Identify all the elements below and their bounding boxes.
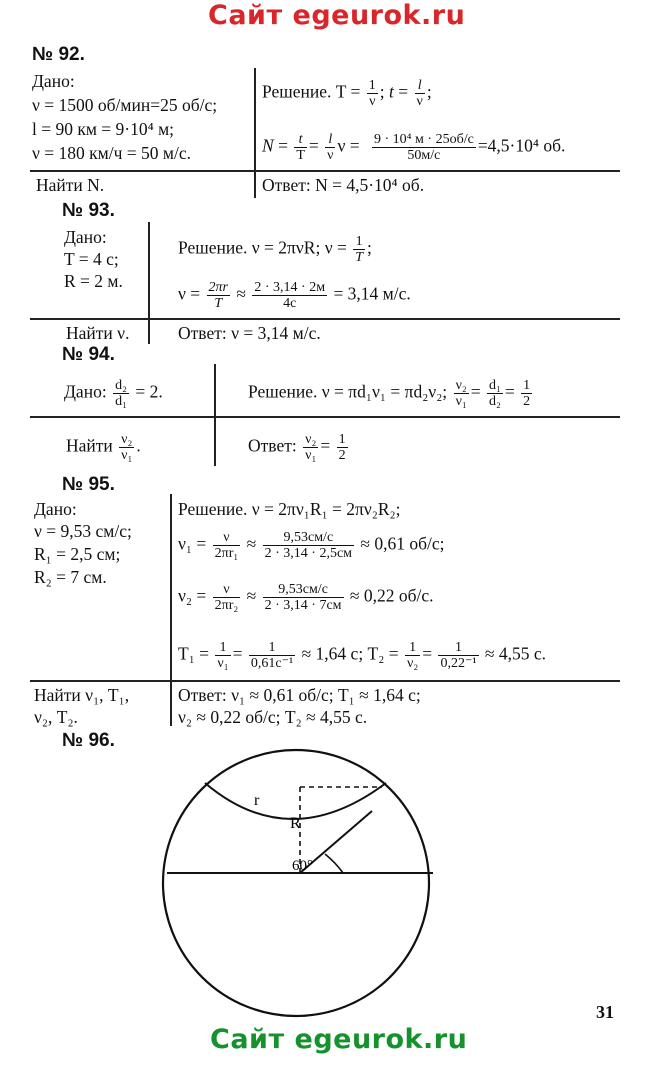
label-R: R [290, 815, 301, 832]
problem-93-solution-2: ν = $\frac{2\pi r}{T}$ ≈ $\frac{2 \cdot 3,14 \cdot 2м}{4с}$ = 3,14 м/с. [178, 280, 411, 311]
problem-92-given-line: ν = 180 км/ч = 50 м/с. [32, 143, 191, 163]
site-watermark-footer: Сайт egeurok.ru [210, 1024, 468, 1055]
problem-92-find: Найти N. [36, 175, 105, 195]
problem-92-solution-2: N = $\frac{t}{T}$ = $\frac{l}{\nu}$ ν = $\frac{\text{9 · 10⁴ м · 25об/с}}{50м/с}$ =4,5·10⁴ об. [262, 132, 566, 163]
problem-93-answer: Ответ: ν = 3,14 м/с. [178, 323, 321, 343]
problem-95-solution-v1: ν₁ = $\frac{\nu}{\text{2πr₁}}$ ≈ $\frac{9,53см/с}{2 \cdot 3,14 \cdot 2,5см}$ ≈ 0,61 об/с; [178, 530, 445, 561]
problem-93-given-line: R = 2 м. [64, 271, 123, 291]
problem-95-given-line: ν = 9,53 см/с; [34, 521, 132, 541]
problem-92-given-line: ν = 1500 об/мин=25 об/с; [32, 95, 218, 115]
angle-arc [325, 854, 343, 873]
problem-95-solution-periods: T₁ = $\frac{1}{\text{ν₁}}$ = $\frac{1}{\text{0,61с⁻¹}}$ ≈ 1,64 с; T₂ = $\frac{1}{\text{ν₂}}$ = $\frac{1}{\text{0,22⁻¹}}$ ≈ 4,55 с. [178, 640, 547, 671]
problem-94-find: Найти $\frac{\text{ν₂}}{\text{ν₁}}$ . [66, 432, 141, 463]
problem-93-given-label: Дано: [64, 227, 107, 247]
problem-95-solution-1: Решение. ν = 2πν₁R₁ = 2πν₂R₂; [178, 499, 401, 519]
big-circle [163, 750, 429, 1016]
problem-92-number: № 92. [32, 44, 85, 65]
problem-92-given-label: Дано: [32, 71, 75, 91]
problem-95-find-line: ν₂, T₂. [34, 707, 78, 727]
label-angle: 60° [292, 858, 313, 874]
problem-94-separator [30, 416, 620, 418]
problem-95-divider [170, 494, 172, 726]
problem-93-number: № 93. [62, 200, 115, 221]
problem-95-given-line: R₂ = 7 см. [34, 567, 107, 587]
problem-95-find-line: Найти ν₁, T₁, [34, 685, 130, 705]
problem-95-solution-v2: ν₂ = $\frac{\nu}{\text{2πr₂}}$ ≈ $\frac{9,53см/с}{2 \cdot 3,14 \cdot 7см}$ ≈ 0,22 об/с. [178, 582, 434, 613]
page-number: 31 [596, 1002, 614, 1022]
problem-94-divider [214, 364, 216, 466]
label-r: r [254, 792, 260, 809]
problem-95-number: № 95. [62, 474, 115, 495]
problem-95-answer-line: ν₂ ≈ 0,22 об/с; T₂ ≈ 4,55 с. [178, 707, 368, 727]
problem-92-given-line: l = 90 км = 9·10⁴ м; [32, 119, 175, 139]
problem-93-separator [30, 318, 620, 320]
problem-92-answer: Ответ: N = 4,5·10⁴ об. [262, 175, 425, 195]
problem-94-solution: Решение. ν = πd₁ν₁ = πd₂ν₂; $\frac{\text{ν₂}}{\text{ν₁}}$ = $\frac{\text{d₁}}{\text{d₂}}$ = $\frac{1}{2}$ [248, 378, 531, 409]
problem-96-number: № 96. [62, 730, 115, 751]
problem-92-solution-1: Решение. T = $\frac{1}{\nu}$ ; t = $\frac{l}{\nu}$ ; [262, 78, 432, 109]
problem-93-given-line: T = 4 с; [64, 249, 119, 269]
site-watermark-header: Сайт egeurok.ru [208, 0, 466, 31]
problem-95-answer-line: Ответ: ν₁ ≈ 0,61 об/с; T₁ ≈ 1,64 с; [178, 685, 421, 705]
problem-95-given-label: Дано: [34, 499, 77, 519]
problem-93-find: Найти ν. [66, 323, 130, 343]
problem-93-divider [148, 222, 150, 344]
problem-94-given: Дано: $\frac{\text{d₂}}{\text{d₁}}$ = 2. [64, 378, 163, 409]
problem-94-answer: Ответ: $\frac{\text{ν₂}}{\text{ν₁}}$ = $\frac{1}{2}$ [248, 432, 346, 463]
problem-94-number: № 94. [62, 344, 115, 365]
problem-96-diagram [150, 735, 450, 1035]
problem-95-given-line: R₁ = 2,5 см; [34, 544, 121, 564]
inner-arc [205, 783, 386, 819]
problem-92-separator [30, 170, 620, 172]
problem-95-separator [30, 680, 620, 682]
problem-93-solution-1: Решение. ν = 2πνR; ν = $\frac{1}{T}$ ; [178, 234, 372, 265]
problem-92-divider [254, 68, 256, 198]
